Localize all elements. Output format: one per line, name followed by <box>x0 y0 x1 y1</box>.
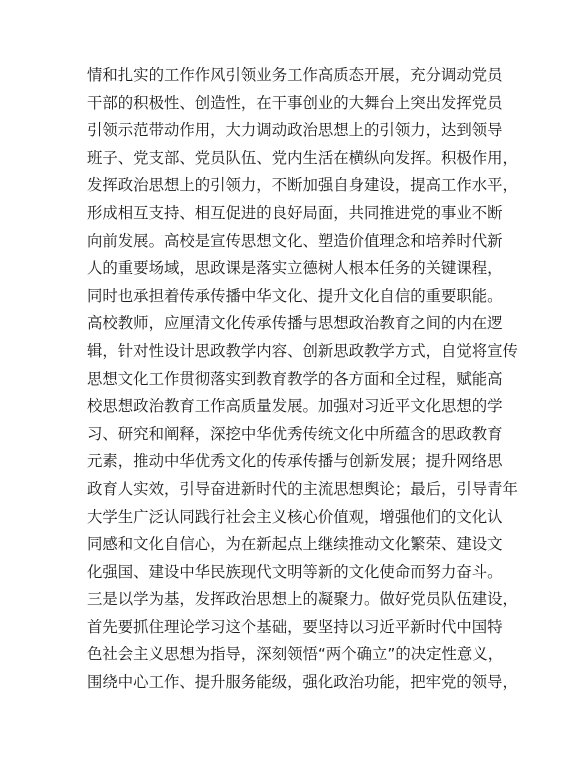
text-line-20: 三是以学为基，发挥政治思想上的凝聚力。做好党员队伍建设， <box>87 590 518 609</box>
text-line-14: 习、研究和阐释，深挖中华优秀传统文化中所蕴含的思政教育 <box>87 424 503 443</box>
text-line-23: 围绕中心工作、提升服务能级，强化政治功能，把牢党的领导， <box>87 673 518 692</box>
text-line-8: 人的重要场域，思政课是落实立德树人根本任务的关键课程， <box>87 259 503 278</box>
text-line-13: 校思想政治教育工作高质量发展。加强对习近平文化思想的学 <box>87 397 503 416</box>
body-paragraph <box>87 62 518 697</box>
text-line-11: 辑，针对性设计思政教学内容、创新思政教学方式，自觉将宣传 <box>87 341 518 360</box>
text-line-5: 发挥政治思想上的引领力，不断加强自身建设，提高工作水平， <box>87 176 518 195</box>
text-line-18: 同感和文化自信心，为在新起点上继续推动文化繁荣、建设文 <box>87 535 503 554</box>
text-line-19: 化强国、建设中华民族现代文明等新的文化使命而努力奋斗。 <box>87 562 503 581</box>
text-line-7: 向前发展。高校是宣传思想文化、塑造价值理念和培养时代新 <box>87 231 503 250</box>
text-line-6: 形成相互支持、相互促进的良好局面，共同推进党的事业不断 <box>87 203 503 222</box>
text-line-2: 干部的积极性、创造性，在干事创业的大舞台上突出发挥党员 <box>87 93 503 112</box>
text-line-15: 元素，推动中华优秀文化的传承传播与创新发展；提升网络思 <box>87 452 503 471</box>
text-line-16: 政育人实效，引导奋进新时代的主流思想舆论；最后，引导青年 <box>87 479 518 498</box>
text-line-12: 思想文化工作贯彻落实到教育教学的各方面和全过程，赋能高 <box>87 369 503 388</box>
text-line-3: 引领示范带动作用，大力调动政治思想上的引领力，达到领导 <box>87 121 503 140</box>
text-line-1: 情和扎实的工作作风引领业务工作高质态开展，充分调动党员 <box>87 66 503 84</box>
text-line-4: 班子、党支部、党员队伍、党内生活在横纵向发挥。积极作用， <box>87 148 518 167</box>
text-line-22: 色社会主义思想为指导，深刻领悟“两个确立”的决定性意义， <box>87 645 504 664</box>
text-line-21: 首先要抓住理论学习这个基础，要坚持以习近平新时代中国特 <box>87 617 503 636</box>
text-line-10: 高校教师，应厘清文化传承传播与思想政治教育之间的内在逻 <box>87 314 503 333</box>
text-line-17: 大学生广泛认同践行社会主义核心价值观，增强他们的文化认 <box>87 507 503 526</box>
text-line-9: 同时也承担着传承传播中华文化、提升文化自信的重要职能。 <box>87 286 503 305</box>
